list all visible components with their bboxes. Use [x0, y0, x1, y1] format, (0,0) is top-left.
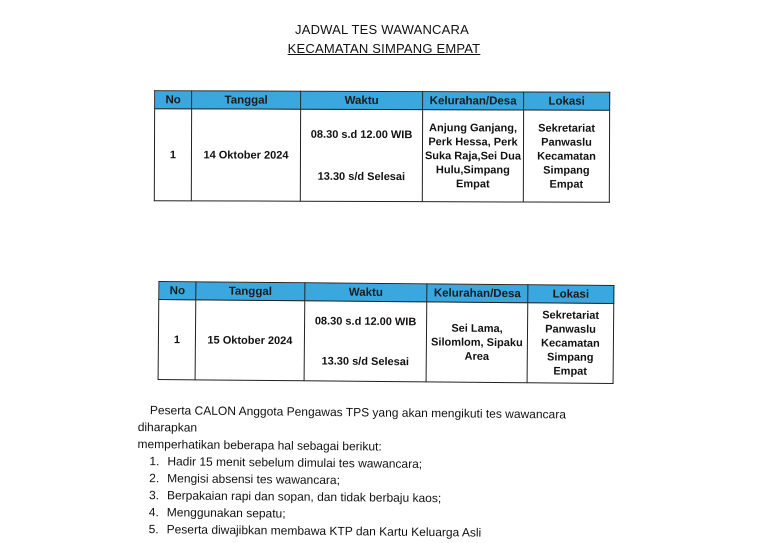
document-subtitle: KECAMATAN SIMPANG EMPAT [287, 41, 481, 56]
table-row [158, 300, 614, 384]
header-no: No [159, 282, 196, 300]
list-item-text: Hadir 15 menit sebelum dimulai tes wawancara; [167, 454, 423, 471]
waktu-session-2: 13.30 s/d Selesai [317, 170, 406, 183]
list-item-number: 3. [148, 488, 160, 503]
cell-tanggal: 15 Oktober 2024 [195, 300, 305, 381]
header-lokasi: Lokasi [528, 285, 614, 304]
cell-kelurahan-desa: Anjung Ganjang, Perk Hessa, Perk Suka Raja,Sei Dua Hulu,Simpang Empat [422, 110, 523, 202]
header-tanggal: Tanggal [196, 282, 305, 301]
list-item-text: Berpakaian rapi dan sopan, dan tidak berbaju kaos; [166, 488, 442, 506]
cell-lokasi: Sekretariat Panwaslu Kecamatan Simpang Empat [527, 303, 614, 384]
list-item-number: 5. [148, 522, 159, 537]
cell-waktu [300, 109, 422, 201]
document-title: JADWAL TES WAWANCARA [295, 22, 469, 37]
list-item-text: Peserta diwajibkan membawa KTP dan Kartu Keluarga Asli [166, 522, 482, 540]
list-item-number: 1. [149, 454, 160, 469]
header-kelurahan-desa: Kelurahan/Desa [427, 284, 528, 303]
schedule-table-2 [158, 281, 615, 384]
header-lokasi: Lokasi [524, 92, 610, 110]
cell-waktu [304, 301, 427, 382]
header-waktu: Waktu [301, 91, 423, 109]
instructions-section [137, 402, 628, 543]
cell-no: 1 [158, 300, 196, 380]
cell-tanggal: 14 Oktober 2024 [191, 109, 300, 201]
header-tanggal: Tanggal [192, 91, 301, 109]
instructions-intro-line-1: Peserta CALON Anggota Pengawas TPS yang akan mengikuti tes wawancara diharapkan [137, 403, 566, 435]
table-header-row [155, 91, 610, 111]
list-item-text: Menggunakan sepatu; [166, 505, 286, 521]
table-row [154, 109, 609, 203]
waktu-session-1: 08.30 s.d 12.00 WIB [310, 128, 413, 141]
cell-lokasi: Sekretariat Panwaslu Kecamatan Simpang Empat [523, 110, 609, 202]
waktu-session-2: 13.30 s/d Selesai [321, 354, 410, 368]
list-item-number: 4. [148, 505, 159, 520]
instructions-list [137, 453, 628, 543]
cell-kelurahan-desa: Sei Lama, Silomlom, Sipaku Area [426, 302, 528, 383]
waktu-session-1: 08.30 s.d 12.00 WIB [314, 314, 417, 328]
cell-no: 1 [154, 109, 191, 201]
instructions-intro-line-2: memperhatikan beberapa hal sebagai berikut: [137, 436, 382, 454]
header-waktu: Waktu [305, 283, 427, 302]
list-item-number: 2. [149, 471, 160, 486]
header-kelurahan-desa: Kelurahan/Desa [423, 92, 524, 110]
schedule-table-1 [154, 90, 610, 203]
header-no: No [155, 91, 192, 109]
list-item-text: Mengisi absensi tes wawancara; [167, 471, 341, 488]
